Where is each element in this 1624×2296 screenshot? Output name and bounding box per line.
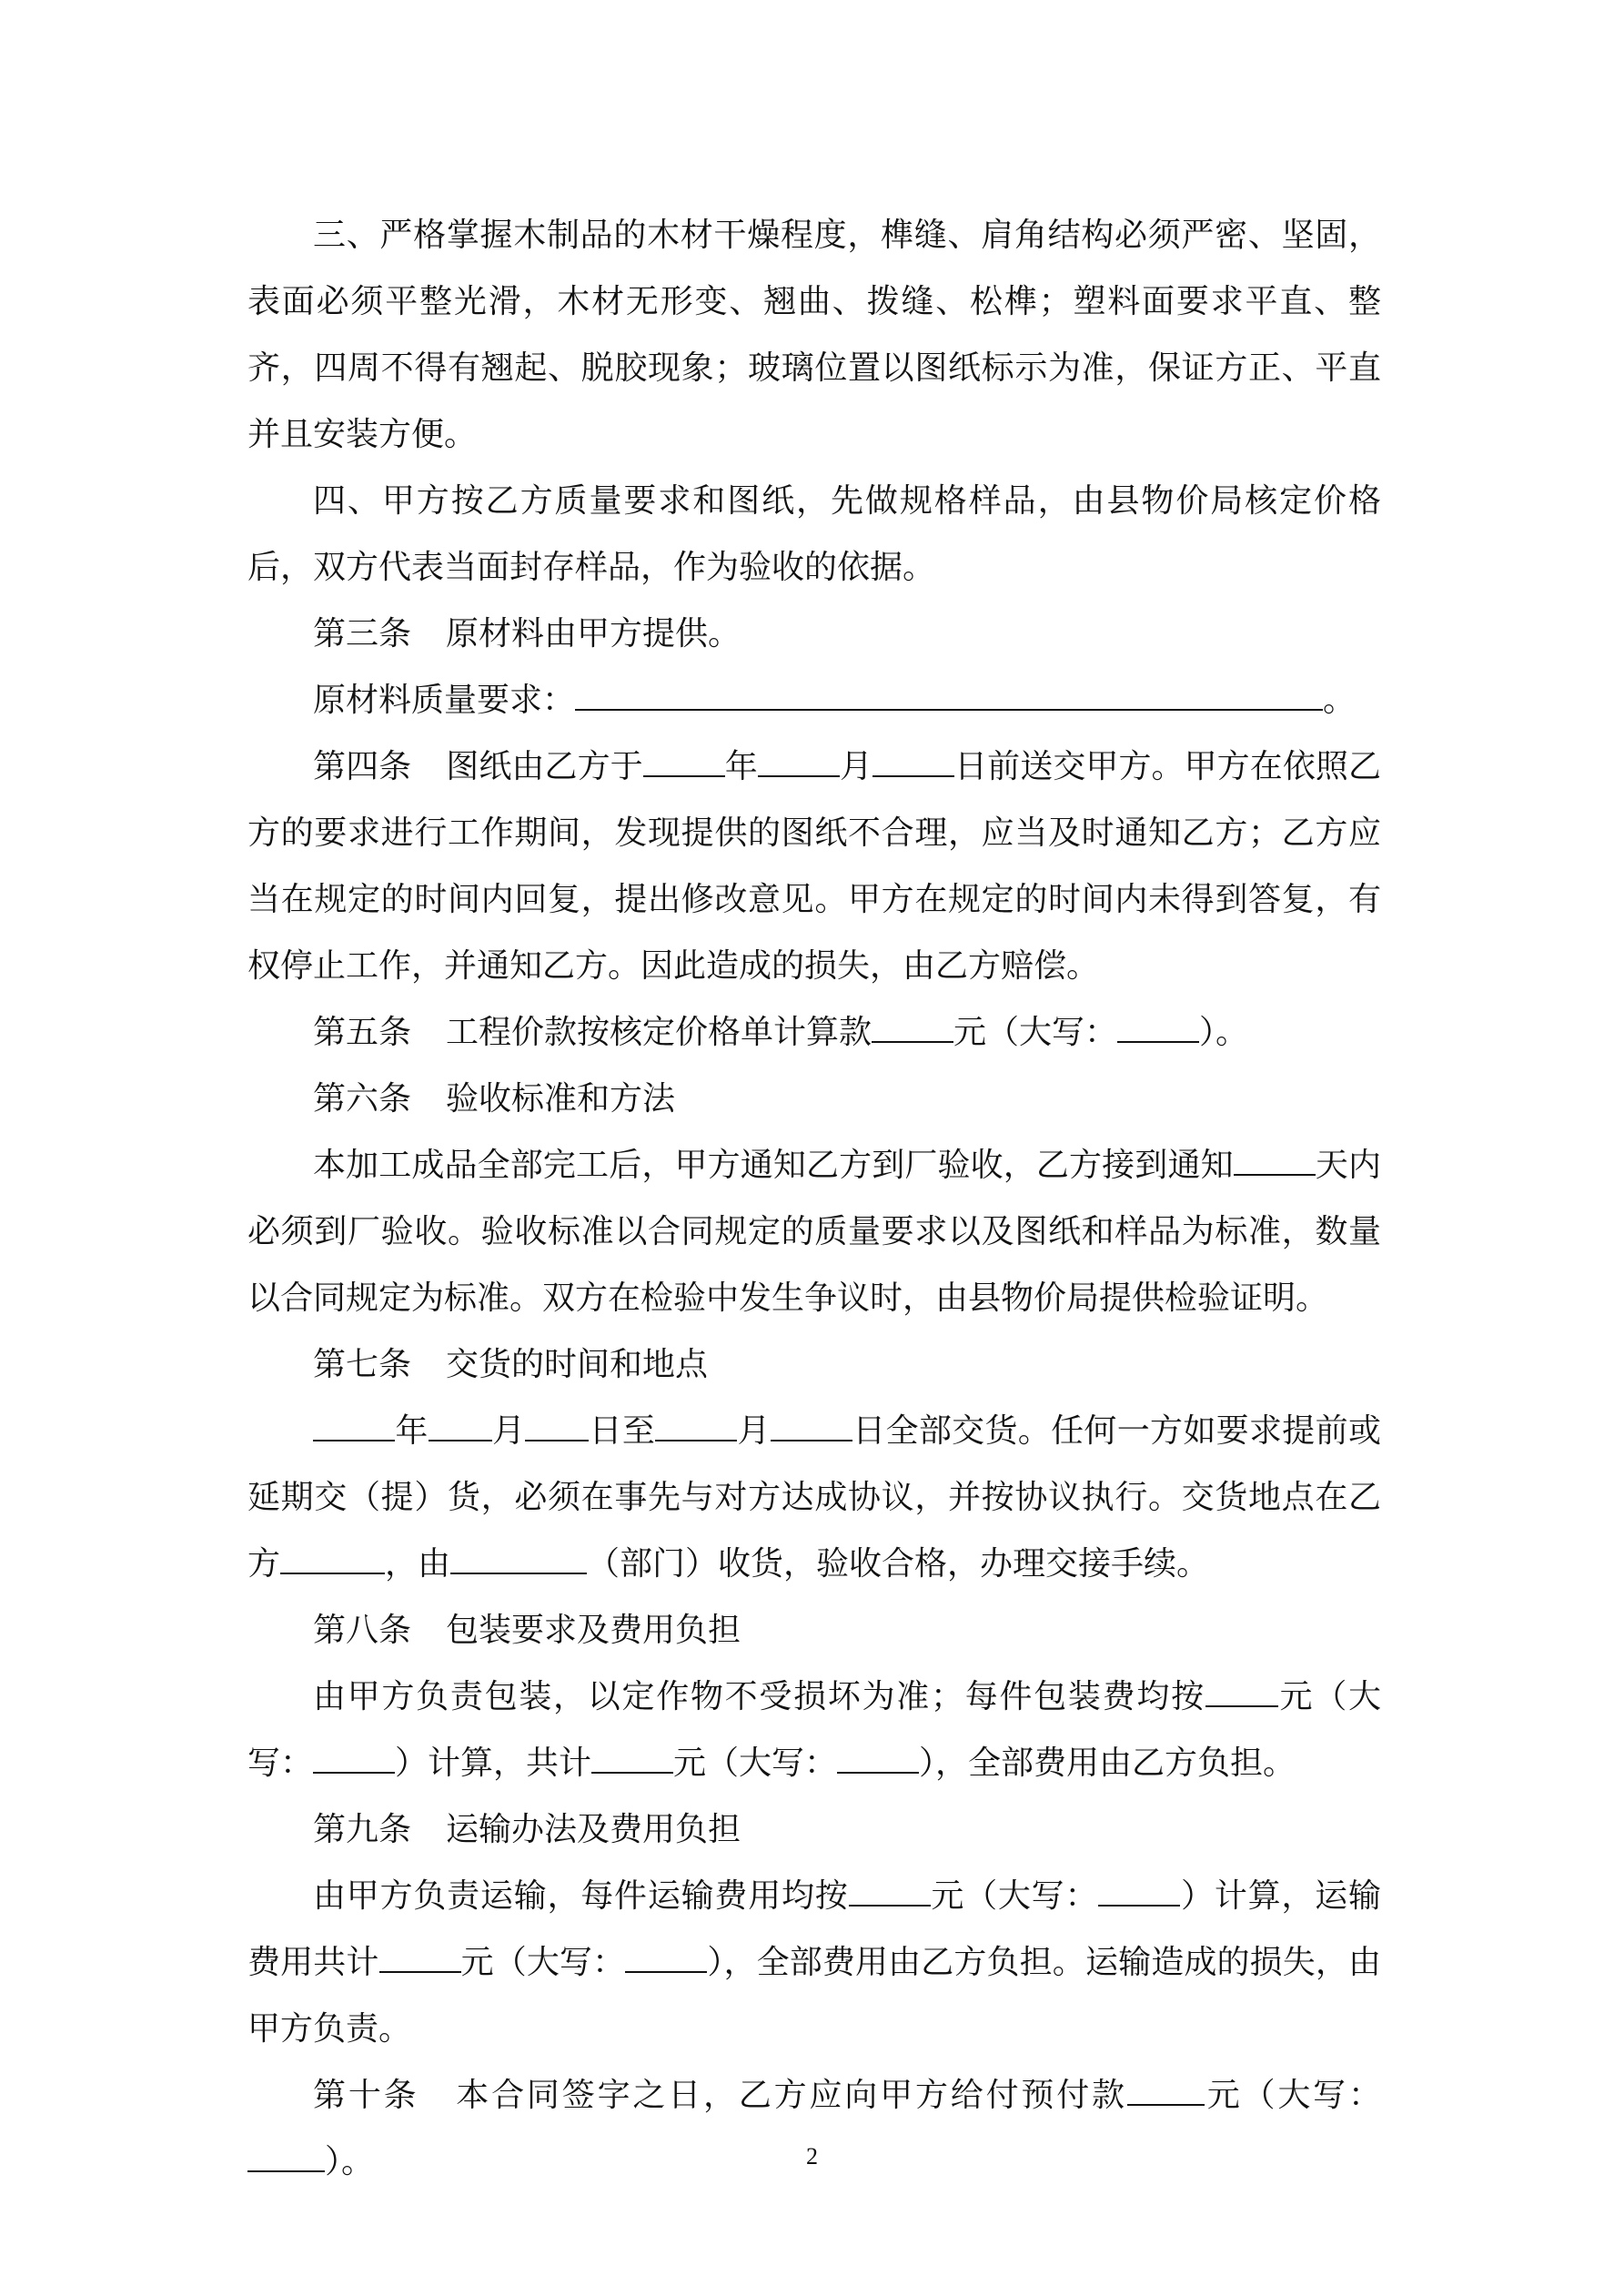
delivery-text-c: （部门）收货，验收合格，办理交接手续。 [587, 1545, 1210, 1583]
acceptance-text-a: 本加工成品全部完工后，甲方通知乙方到厂验收，乙方接到通知 [313, 1147, 1234, 1184]
article-6-heading: 第六条 [313, 1080, 412, 1118]
packaging-total-blank[interactable] [591, 1745, 673, 1774]
article-10-heading: 第十条 [313, 2077, 419, 2114]
article-8-heading: 第八条 [313, 1612, 412, 1649]
material-quality-label: 原材料质量要求： [313, 682, 576, 719]
article-10-text-a: 本合同签字之日，乙方应向甲方给付预付款 [453, 2077, 1127, 2114]
article-4-text-a: 图纸由乙方于 [446, 748, 643, 785]
delivery-month-blank[interactable] [429, 1412, 492, 1441]
article-5-text-c: ）。 [1199, 1014, 1249, 1051]
article-9-heading: 第九条 [313, 1811, 412, 1848]
article-4 [247, 733, 1381, 999]
transport-paragraph [247, 1863, 1381, 2062]
receiving-department-blank[interactable] [450, 1545, 587, 1574]
acceptance-days-blank[interactable] [1234, 1147, 1316, 1176]
transport-total-words-blank[interactable] [625, 1944, 707, 1973]
delivery-end-month-blank[interactable] [655, 1412, 737, 1441]
article-3 [247, 601, 1381, 667]
material-quality-end: 。 [1323, 682, 1357, 719]
clause-item-3: 三、严格掌握木制品的木材干燥程度，榫缝、肩角结构必须严密、坚固，表面必须平整光滑，木材无形变、翘曲、拨缝、松榫；塑料面要求平直、整齐，四周不得有翘起、脱胶现象；玻璃位置以图纸标示为准，保证方正、平直并且安装方便。 [247, 217, 1381, 453]
clause-item-4: 四、甲方按乙方质量要求和图纸，先做规格样品，由县物价局核定价格后，双方代表当面封存样品，作为验收的依据。 [247, 482, 1381, 586]
delivery-text-b: ，由 [385, 1545, 451, 1583]
delivery-text-month: 月 [491, 1412, 526, 1450]
article-4-text-month: 月 [839, 748, 873, 785]
acceptance-text-b: 天内必须到厂验收。验收标准以合同规定的质量要求以及图纸和样品为标准，数量以合同规定为标准。双方在检验中发生争议时，由县物价局提供检验证明。 [247, 1147, 1381, 1317]
transport-text-c: ）计算，运输费用共计 [247, 1877, 1381, 1981]
article-5-heading: 第五条 [313, 1014, 412, 1051]
packaging-text-b: 元（大写： [247, 1678, 1381, 1782]
transport-total-blank[interactable] [379, 1944, 461, 1973]
page-number: 2 [806, 2143, 818, 2170]
delivery-text-end-month: 月 [737, 1412, 771, 1450]
drawing-month-blank[interactable] [758, 748, 840, 777]
prepayment-amount-blank[interactable] [1127, 2077, 1205, 2106]
drawing-day-blank[interactable] [873, 748, 954, 777]
delivery-paragraph [247, 1398, 1381, 1597]
packaging-paragraph [247, 1664, 1381, 1796]
article-5-text-b: 元（大写： [953, 1014, 1118, 1051]
article-4-text-year: 年 [724, 748, 758, 785]
document-body [247, 202, 1381, 2195]
material-quality-line [247, 667, 1381, 733]
price-words-blank[interactable] [1117, 1014, 1199, 1043]
packaging-text-c: ）计算，共计 [395, 1745, 592, 1782]
article-10-text-b: 元（大写： [1204, 2077, 1381, 2114]
delivery-day-blank[interactable] [525, 1412, 589, 1441]
article-6-title: 验收标准和方法 [446, 1080, 676, 1118]
article-3-text: 原材料由甲方提供。 [446, 615, 741, 652]
material-quality-blank[interactable] [575, 682, 1323, 711]
delivery-place-blank[interactable] [280, 1545, 385, 1574]
article-7-heading: 第七条 [313, 1346, 412, 1383]
article-7 [247, 1331, 1381, 1398]
article-9 [247, 1796, 1381, 1863]
packaging-unit-fee-blank[interactable] [1205, 1678, 1278, 1707]
drawing-year-blank[interactable] [643, 748, 725, 777]
transport-text-d: 元（大写： [460, 1944, 626, 1981]
article-5 [247, 999, 1381, 1066]
price-amount-blank[interactable] [872, 1014, 953, 1043]
transport-text-e: ），全部费用由乙方负担。运输造成的损失，由甲方负责。 [247, 1944, 1381, 2048]
article-8-title: 包装要求及费用负担 [446, 1612, 741, 1649]
packaging-text-e: ），全部费用由乙方负担。 [919, 1745, 1296, 1782]
article-9-title: 运输办法及费用负担 [446, 1811, 741, 1848]
acceptance-paragraph [247, 1132, 1381, 1331]
transport-unit-fee-blank[interactable] [849, 1877, 931, 1907]
delivery-text-year: 年 [395, 1412, 429, 1450]
article-4-text-b: 日前送交甲方。甲方在依照乙方的要求进行工作期间，发现提供的图纸不合理，应当及时通知乙方；乙方应当在规定的时间内回复，提出修改意见。甲方在规定的时间内未得到答复，有权停止工作，并通知乙方。因此造成的损失，由乙方赔偿。 [247, 748, 1381, 985]
packaging-total-words-blank[interactable] [837, 1745, 919, 1774]
delivery-text-to: 日至 [589, 1412, 656, 1450]
delivery-end-day-blank[interactable] [771, 1412, 852, 1441]
transport-unit-words-blank[interactable] [1098, 1877, 1180, 1907]
article-10-text-c: ）。 [325, 2143, 375, 2180]
packaging-text-d: 元（大写： [673, 1745, 838, 1782]
article-7-title: 交货的时间和地点 [446, 1346, 709, 1383]
transport-text-b: 元（大写： [930, 1877, 1099, 1915]
packaging-text-a: 由甲方负责包装，以定作物不受损坏为准；每件包装费均按 [313, 1678, 1205, 1715]
delivery-text-a: 日全部交货。任何一方如要求提前或延期交（提）货，必须在事先与对方达成协议，并按协议执行。交货地点在乙方 [247, 1412, 1381, 1583]
article-8 [247, 1597, 1381, 1664]
article-6 [247, 1066, 1381, 1132]
article-4-heading: 第四条 [313, 748, 412, 785]
article-3-heading: 第三条 [313, 615, 412, 652]
article-5-text-a: 工程价款按核定价格单计算款 [446, 1014, 873, 1051]
transport-text-a: 由甲方负责运输，每件运输费用均按 [313, 1877, 849, 1915]
packaging-unit-words-blank[interactable] [313, 1745, 395, 1774]
delivery-year-blank[interactable] [313, 1412, 395, 1441]
article-10 [247, 2062, 1381, 2195]
